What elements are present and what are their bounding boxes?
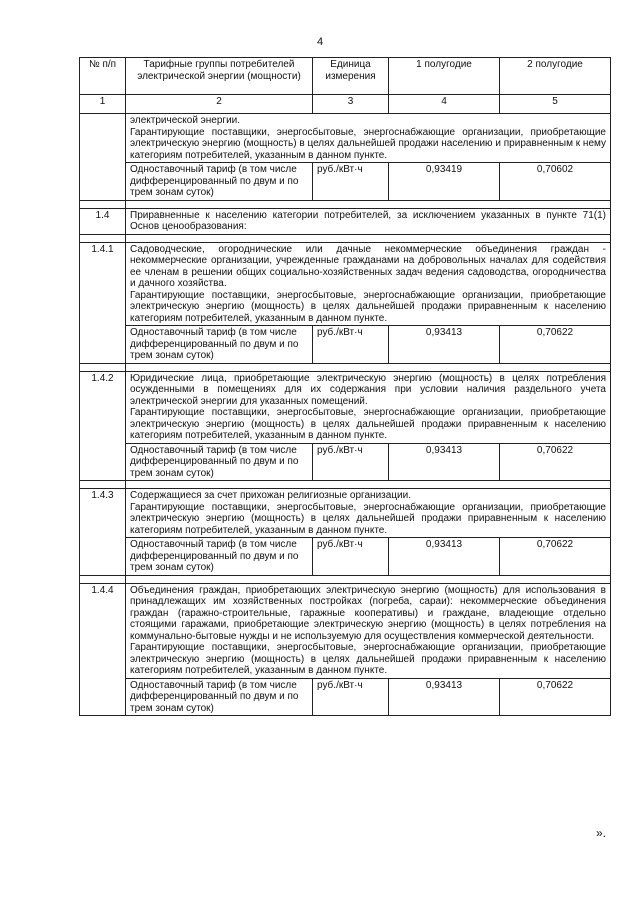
section-text	[126, 371, 611, 443]
tariff-unit: руб./кВт·ч	[313, 326, 389, 364]
tariff-table	[79, 57, 611, 716]
tariff-label: Одноставочный тариф (в том числе дифференцированный по двум и по трем зонам суток)	[126, 678, 313, 716]
section-text	[126, 489, 611, 538]
tariff-h1: 0,93413	[389, 443, 500, 481]
tariff-h2: 0,70622	[500, 326, 611, 364]
header-group: Тарифные группы потребителей электрической энергии (мощности)	[126, 58, 313, 95]
paragraph: Юридические лица, приобретающие электрическую энергию (мощность) в целях потребления осужденными в помещениях для их содержания при условии наличия раздельного учета электрической энергии для указанных помещений.	[130, 372, 606, 407]
paragraph: Содержащиеся за счет прихожан религиозные организации.	[130, 490, 411, 501]
table-row	[80, 583, 611, 678]
table-row	[80, 489, 611, 538]
tariff-row	[80, 538, 611, 576]
tariff-label: Одноставочный тариф (в том числе дифференцированный по двум и по трем зонам суток)	[126, 538, 313, 576]
row-num: 1.4.1	[80, 242, 126, 363]
paragraph: Гарантирующие поставщики, энергосбытовые, энергоснабжающие организации, приобретающие электрическую энергию (мощность) в целях дальнейшей продажи приравненным к населению категориям потребителей, указанным в данном пункте.	[130, 407, 606, 441]
colnum: 4	[389, 95, 500, 114]
tariff-h2: 0,70622	[500, 443, 611, 481]
tariff-row	[80, 326, 611, 364]
paragraph: Объединения граждан, приобретающих электрическую энергию (мощность) для использования в принадлежащих им хозяйственных постройках (погреба, сараи): некоммерческие объединения граждан (гаражно-строительные, гаражные кооперативы) и граждане, владеющие отдельно стоящими гаражами, приобретающие электрическую энергию (мощность) в целях потребления на коммунально-бытовые нужды и не используемую для осуществления коммерческой деятельности.	[130, 584, 606, 642]
tariff-row	[80, 678, 611, 716]
header-unit: Единица измерения	[313, 58, 389, 95]
colnum: 1	[80, 95, 126, 114]
tariff-h2: 0,70622	[500, 678, 611, 716]
table-row	[80, 114, 611, 163]
row-num	[80, 114, 126, 201]
table-row	[80, 208, 611, 234]
paragraph: Гарантирующие поставщики, энергосбытовые, энергоснабжающие организации, приобретающие электрическую энергию (мощность) в целях дальнейшей продажи приравненным к населению категориям потребителей, указанным в данном пункте.	[130, 501, 606, 536]
paragraph: Гарантирующие поставщики, энергосбытовые, энергоснабжающие организации, приобретающие электрическую энергию (мощность) в целях дальнейшей продажи приравненным к населению категориям потребителей, указанным в данном пункте.	[130, 642, 606, 676]
tariff-h2: 0,70622	[500, 538, 611, 576]
tariff-unit: руб./кВт·ч	[313, 678, 389, 716]
tariff-label: Одноставочный тариф (в том числе дифференцированный по двум и по трем зонам суток)	[126, 443, 313, 481]
tariff-h1: 0,93413	[389, 678, 500, 716]
tariff-unit: руб./кВт·ч	[313, 443, 389, 481]
section-text	[126, 208, 611, 234]
colnum: 2	[126, 95, 313, 114]
closing-quote-mark: ».	[596, 826, 607, 840]
header-h2: 2 полугодие	[500, 58, 611, 95]
paragraph: Приравненные к населению категории потребителей, за исключением указанных в пункте 71(1) Основ ценообразования:	[130, 209, 606, 232]
colnum: 5	[500, 95, 611, 114]
header-h1: 1 полугодие	[389, 58, 500, 95]
tariff-h1: 0,93419	[389, 163, 500, 201]
tariff-unit: руб./кВт·ч	[313, 163, 389, 201]
row-num: 1.4	[80, 208, 126, 234]
tariff-unit: руб./кВт·ч	[313, 538, 389, 576]
row-num: 1.4.3	[80, 489, 126, 576]
row-num: 1.4.2	[80, 371, 126, 481]
table-row	[80, 242, 611, 326]
column-numbers-row	[80, 95, 611, 114]
section-text	[126, 114, 611, 163]
paragraph: Садоводческие, огороднические или дачные некоммерческие объединения граждан - некоммерческие организации, учрежденные гражданами на добровольных началах для содействия ее членам в решении общих социально-хозяйственных задач ведения садоводства, огородничества и дачного хозяйства.	[130, 243, 606, 289]
page-number: 4	[316, 36, 324, 48]
tariff-label: Одноставочный тариф (в том числе дифференцированный по двум и по трем зонам суток)	[126, 163, 313, 201]
tariff-label: Одноставочный тариф (в том числе дифференцированный по двум и по трем зонам суток)	[126, 326, 313, 364]
table-row	[80, 371, 611, 443]
paragraph: электрической энергии.	[130, 115, 241, 126]
paragraph: Гарантирующие поставщики, энергосбытовые, энергоснабжающие организации, приобретающие электрическую энергию (мощность) в целях дальнейшей продажи приравненным к населению категориям потребителей, указанным в данном пункте.	[130, 289, 606, 324]
paragraph: Гарантирующие поставщики, энергосбытовые, энергоснабжающие организации, приобретающие электрическую энергию (мощность) в целях дальнейшей продажи населению и приравненным к нему категориям потребителей, указанным в данном пункте.	[130, 126, 606, 161]
row-num: 1.4.4	[80, 583, 126, 716]
section-text	[126, 583, 611, 678]
tariff-row	[80, 443, 611, 481]
tariff-row	[80, 163, 611, 201]
colnum: 3	[313, 95, 389, 114]
tariff-h1: 0,93413	[389, 326, 500, 364]
header-num: № п/п	[80, 58, 126, 95]
section-text	[126, 242, 611, 326]
table-header-row	[80, 58, 611, 95]
tariff-h1: 0,93413	[389, 538, 500, 576]
tariff-h2: 0,70602	[500, 163, 611, 201]
